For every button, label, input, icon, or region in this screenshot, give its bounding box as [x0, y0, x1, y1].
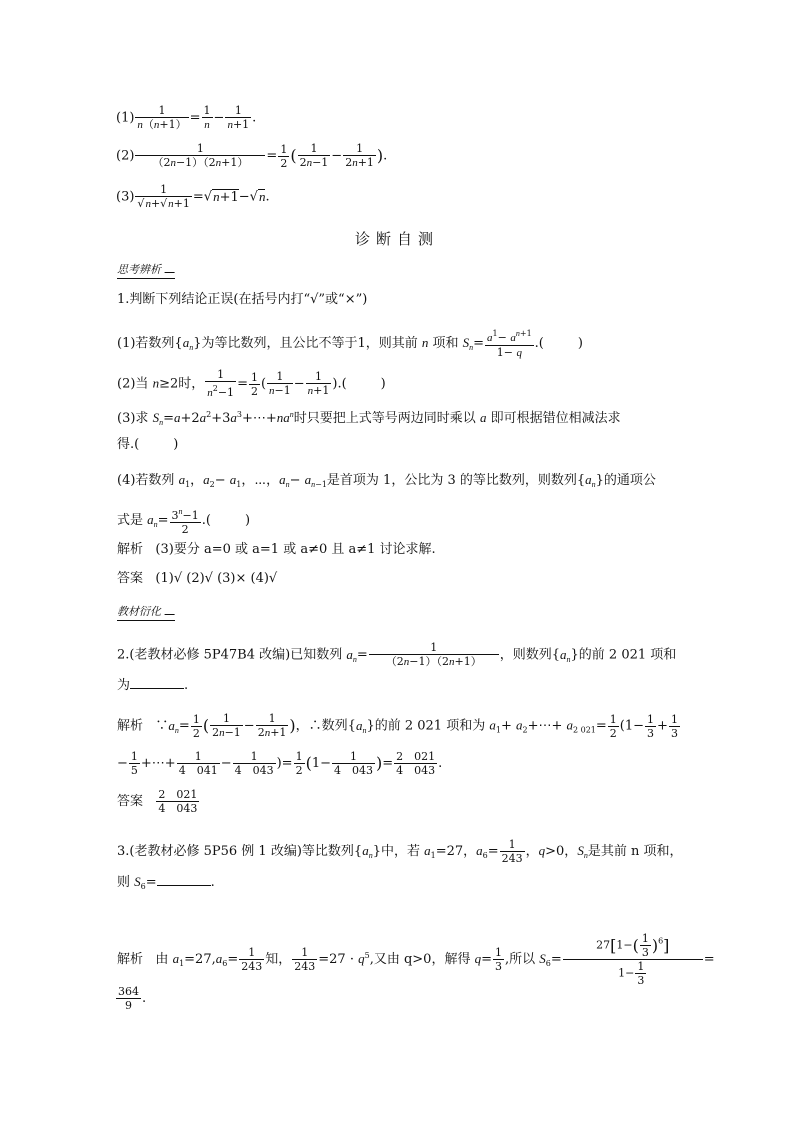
text: 3.(老教材必修 5P56 例 1 改编)等比数列{ — [117, 844, 363, 859]
q1-item-2: (2)当 n≥2时， $\frac{1}{n^2-1}$ = $\frac{1}{2}$ ( $\frac{1}{n-1}$ − $\frac{1}{n+1}$ ).( ) — [117, 368, 386, 399]
q2-stem-cont: 为 . — [117, 678, 189, 693]
text: }的通项公 — [595, 473, 656, 488]
text: 则 — [117, 875, 135, 890]
tag-textbook: 教材衍化 — [117, 603, 175, 621]
text: (4)若数列 — [117, 473, 179, 488]
q2-stem: 2.(老教材必修 5P47B4 改编)已知数列 $a_n=$ $\frac{1}{(2n-1)(2n+1)}$ ，则数列$\{a_n\}$的前 2 021 项和 — [117, 641, 677, 668]
text: }的前 2 021 项和为 — [366, 718, 490, 734]
analysis-label: 解析 — [117, 952, 144, 967]
q1-item-4-cont: 式是 $a_n=$ $\frac{3^n-1}{2}$ .( ) — [117, 507, 251, 536]
text: 是首项为 1，公比为 3 的等比数列，则数列{ — [326, 473, 586, 488]
answer-label: 答案 — [117, 571, 144, 586]
text: 为 — [117, 678, 131, 693]
q3-analysis: 解析 由 $a_1=27,a_6=$ $\frac{1}{243}$ 知， $\frac{1}{243}$ $=27 \cdot q^5$,又由 q>0，解得 q= $\frac{1}{3}$ ,所以 $S_6=$ 27[1−( $\frac{1}{3}$ )$^6$] 1− $\frac{1}{3}$ = — [117, 932, 715, 987]
text: 知， — [265, 952, 292, 967]
q1-analysis — [117, 541, 436, 559]
q1-item-1: (1)若数列$\{a_n\}$为等比数列，且公比不等于1，则其前 n 项和 $S_n=$ $\frac{a^1- a^{n+1}}{1- q}$ .( ) — [117, 329, 583, 359]
q1-item-4: (4)若数列 $a_1$，$a_2- a_1$，⋯，$a_n- a_{n-1}$是首项为 1，公比为 3 的等比数列，则数列$\{a_n\}$的通项公 — [117, 472, 656, 489]
text: ,所以 — [504, 952, 540, 967]
text: }为等比数列，且公比不等于1，则其前 — [193, 336, 422, 351]
formula-3: (3) $\frac{1}{√n+√n+1}$ =√n+1−√n. — [116, 183, 270, 210]
q1-answer — [117, 570, 277, 588]
analysis-label: 解析 — [117, 542, 144, 557]
section-title: 诊断自测 — [354, 230, 439, 248]
q3-result: $\frac{364}{9}$ . — [118, 985, 147, 1012]
result-denominator: 9 — [116, 998, 141, 1012]
q1-item-3: (3)求 $S_n=a+2a^2+3a^3+\cdots+na^n$时只要把上式等号两边同时乘以 a 即可根据错位相减法求 — [117, 410, 621, 427]
formula-label: (3) — [116, 189, 135, 205]
q2-analysis-cont: − $\frac{1}{5}$ +⋯+ $\frac{1}{4 041}$ − $\frac{1}{4 043}$ )= $\frac{1}{2}$ (1− $\frac{1}{4 043}$ )= $\frac{2 021}{4 043}$ . — [117, 750, 443, 777]
text: 得.( — [117, 437, 140, 452]
tag-thinking: 思考辨析 — [117, 261, 175, 279]
answer-blank[interactable] — [130, 676, 184, 689]
text: 式是 — [117, 513, 148, 528]
text: 2.(老教材必修 5P47B4 改编)已知数列 — [117, 647, 347, 663]
answer-text: (1)√ (2)√ (3)× (4)√ — [155, 571, 278, 586]
answer-blank[interactable] — [157, 873, 211, 886]
text: 项和 — [428, 336, 463, 351]
q3-stem-cont: 则 $S_6=$ . — [117, 874, 215, 891]
text: 是其前 n 项和， — [587, 844, 683, 859]
analysis-label: 解析 — [117, 718, 144, 734]
result-numerator: 364 — [118, 985, 139, 998]
answer-label: 答案 — [117, 794, 144, 809]
text: ，则数列{ — [499, 647, 561, 663]
q2-analysis: 解析 $\because a_n=$ $\frac{1}{2}$ ( $\frac{1}{2n-1}$ − $\frac{1}{2n+1}$ )，∴数列$\{a_n\}$的前 2 021 项和为 $a_1+$ $a_2+\cdots+ a_{2 021}=$ $\frac{1}{2}$ (1− $\frac{1}{3}$ + $\frac{1}{3}$ — [117, 712, 678, 740]
text: 由 — [155, 952, 173, 967]
formula-1: (1) $\frac{1}{n(n+1)}$ = $\frac{1}{n}$ − $\frac{1}{n+1}$ . — [116, 104, 257, 131]
text: 时只要把上式等号两边同时乘以 — [293, 411, 480, 426]
text: ，∴数列{ — [295, 718, 356, 734]
formula-2: (2) $\frac{1}{(2n-1)(2n+1)}$ = $\frac{1}{2}$ ( $\frac{1}{2n-1}$ − $\frac{1}{2n+1}$ ). — [116, 142, 388, 170]
analysis-text: (3)要分 a=0 或 a=1 或 a≠0 且 a≠1 讨论求解. — [155, 542, 436, 557]
q1-item-3-cont: 得.( ) — [117, 437, 179, 452]
text: (3)求 — [117, 411, 153, 426]
text: ,又由 q>0，解得 — [369, 952, 475, 967]
text: }中，若 — [372, 844, 425, 859]
q1-stem: 1.判断下列结论正误(在括号内打“√”或“×”) — [117, 292, 368, 307]
q3-stem: 3.(老教材必修 5P56 例 1 改编)等比数列$\{a_n\}$中，若 $a_1=27$，$a_6=$ $\frac{1}{243}$ ，q>0，$S_n$是其前 n 项和， — [117, 838, 683, 865]
text: (1)若数列{ — [117, 336, 183, 351]
formula-label: (1) — [116, 110, 135, 126]
q2-answer: 答案 $\frac{2 021}{4 043}$ — [117, 788, 198, 815]
text: }的前 2 021 项和 — [570, 647, 677, 663]
formula-label: (2) — [116, 148, 135, 164]
text: 时， — [178, 376, 205, 392]
text: (2)当 — [117, 376, 153, 392]
text: 即可根据错位相减法求 — [486, 411, 621, 426]
